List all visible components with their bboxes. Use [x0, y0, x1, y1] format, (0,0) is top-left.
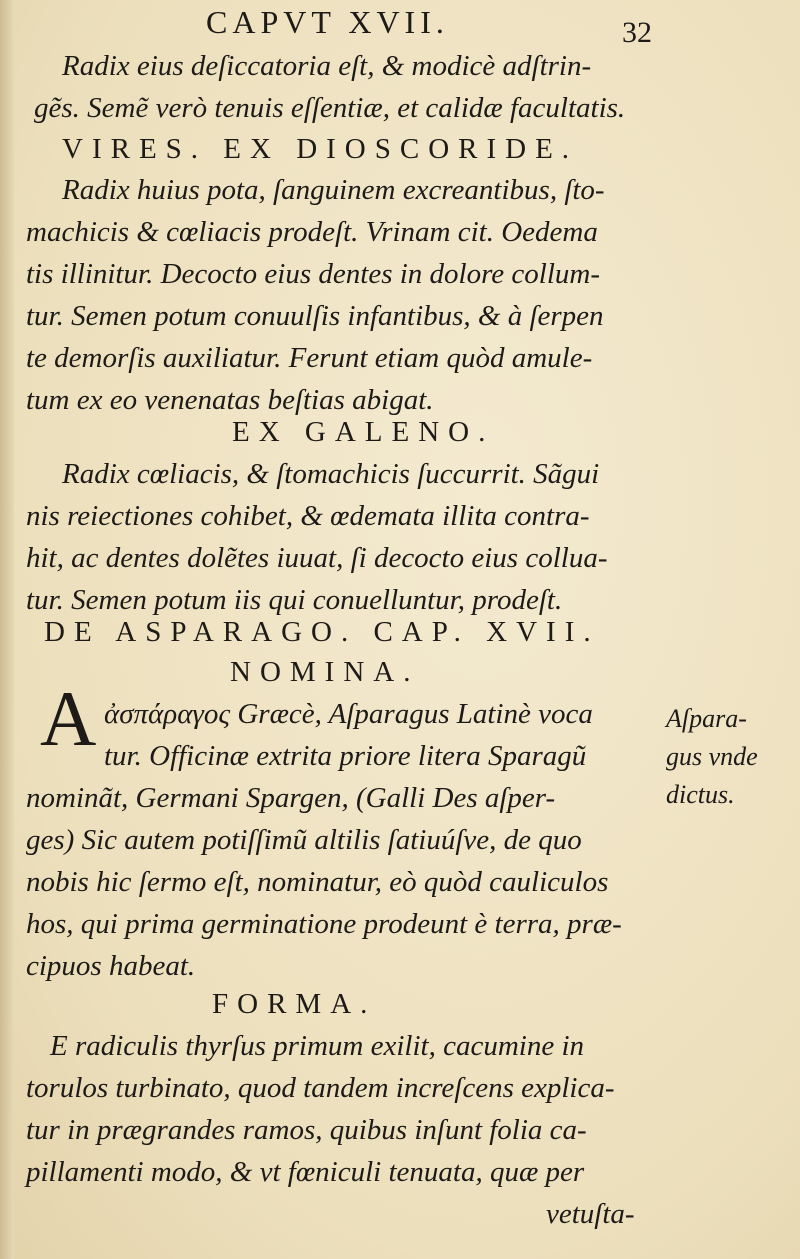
text-line: E radiculis thyrſus primum exilit, cacumine in: [50, 1030, 585, 1062]
page-gutter: [0, 0, 14, 1259]
text-line: machicis & cœliacis prodeſt. Vrinam cit. Oedema: [26, 216, 598, 248]
text-line: Radix eius deſiccatoria eſt, & modicè adſtrin-: [62, 50, 592, 82]
text-line: cipuos habeat.: [26, 950, 196, 982]
section-heading: EX GALENO.: [232, 416, 495, 448]
running-head: CAPVT XVII.: [206, 4, 449, 40]
section-heading: FORMA.: [212, 988, 377, 1020]
drop-cap: A: [40, 675, 97, 762]
text-line: ges) Sic autem potiſſimũ altilis ſatiuúſve, de quo: [26, 824, 582, 856]
text-line: nis reiectiones cohibet, & œdemata illita contra-: [26, 500, 590, 532]
section-heading: VIRES. EX DIOSCORIDE.: [62, 133, 579, 165]
margin-note-line: gus vnde: [666, 742, 758, 771]
text-line: tis illinitur. Decocto eius dentes in dolore collum-: [26, 258, 601, 290]
text-line: tum ex eo venenatas beſtias abigat.: [26, 384, 434, 416]
text-line: Radix huius pota, ſanguinem excreantibus, ſto-: [62, 174, 605, 206]
margin-note: [666, 700, 758, 814]
text-line: hit, ac dentes dolẽtes iuuat, ſi decocto eius collua-: [26, 542, 608, 574]
text-line: tur. Semen potum iis qui conuelluntur, prodeſt.: [26, 584, 563, 616]
margin-note-line: dictus.: [666, 780, 735, 809]
section-heading: DE ASPARAGO. CAP. XVII.: [44, 616, 600, 648]
text-line: te demorſis auxiliatur. Ferunt etiam quòd amule-: [26, 342, 593, 374]
margin-note-line: Aſpara-: [666, 704, 747, 733]
text-line: torulos turbinato, quod tandem increſcens explica-: [26, 1072, 615, 1104]
text-line: Radix cœliacis, & ſtomachicis ſuccurrit. Sãgui: [62, 458, 600, 490]
section-heading: NOMINA.: [230, 656, 420, 688]
text-line: nominãt, Germani Spargen, (Galli Des aſper-: [26, 782, 556, 814]
text-line: tur in prægrandes ramos, quibus inſunt folia ca-: [26, 1114, 587, 1146]
text-line: nobis hic ſermo eſt, nominatur, eò quòd cauliculos: [26, 866, 609, 898]
text-line: tur. Semen potum conuulſis infantibus, & à ſerpen: [26, 300, 604, 332]
text-line: vetuſta-: [546, 1198, 635, 1230]
text-line: tur. Officinæ extrita priore litera Sparagũ: [104, 740, 587, 772]
text-line: ἀσπάραγος Græcè, Aſparagus Latinè voca: [104, 698, 593, 730]
text-line: hos, qui prima germinatione prodeunt è terra, præ-: [26, 908, 622, 940]
text-line: pillamenti modo, & vt fœniculi tenuata, quæ per: [26, 1156, 585, 1188]
folio-number: 32: [622, 16, 652, 49]
text-line: gẽs. Semẽ verò tenuis eſſentiæ, et calidæ facultatis.: [34, 92, 626, 124]
